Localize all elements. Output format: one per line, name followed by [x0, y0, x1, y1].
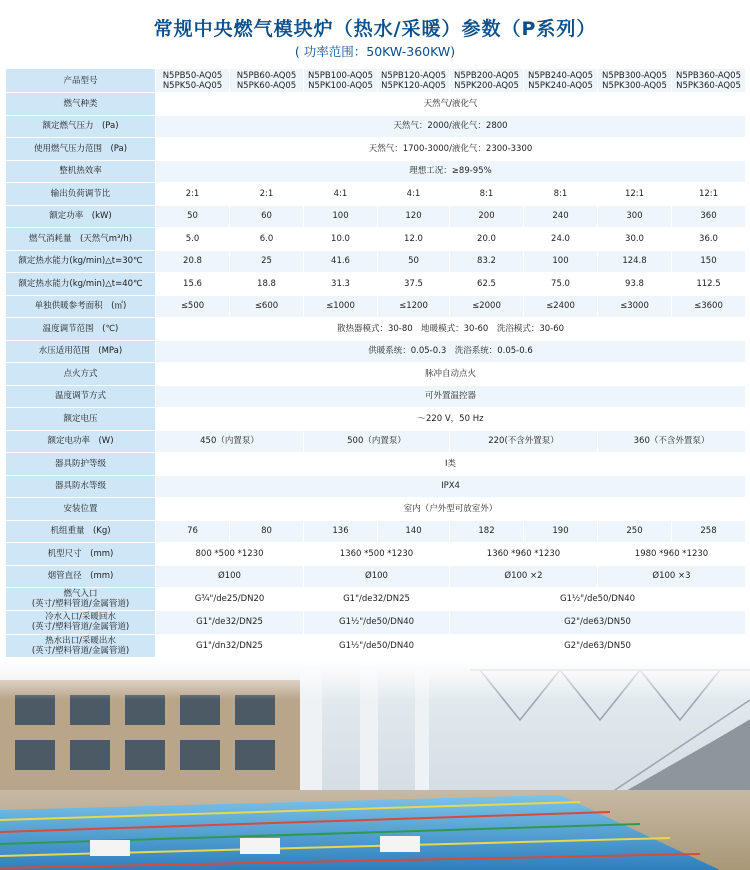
table-row [6, 69, 746, 93]
model-cell [230, 69, 304, 93]
row-label [6, 498, 156, 521]
table-cell: 60 [230, 205, 304, 228]
model-cell [378, 69, 450, 93]
table-cell: 脉冲自动点火 [156, 363, 746, 386]
row-label [6, 318, 156, 341]
table-cell: 83.2 [450, 250, 524, 273]
row-label [6, 543, 156, 566]
row-label-text: 单独供暖参考面积 (㎡) [34, 301, 127, 312]
table-row [6, 318, 746, 341]
table-cell: 25 [230, 250, 304, 273]
table-cell: ≤3000 [598, 295, 672, 318]
model-name: N5PK50-AQ05 [162, 80, 223, 91]
model-cell [156, 69, 230, 93]
table-row [6, 205, 746, 228]
row-label-text: 器具防护等级 [54, 458, 106, 469]
model-name: N5PB200-AQ05 [454, 70, 519, 81]
table-row [6, 160, 746, 183]
table-cell: 200 [450, 205, 524, 228]
table-row [6, 340, 746, 363]
table-row [6, 385, 746, 408]
table-row [6, 565, 746, 588]
pool-photo [0, 660, 750, 870]
table-cell: 150 [672, 250, 746, 273]
table-cell: 散热器模式：30-80 地暖模式：30-60 洗浴模式：30-60 [156, 318, 746, 341]
table-cell: 供暖系统：0.05-0.3 洗浴系统：0.05-0.6 [156, 340, 746, 363]
table-cell: 天然气：2000/液化气：2800 [156, 115, 746, 138]
table-cell: 理想工况：≥89-95% [156, 160, 746, 183]
table-row [6, 475, 746, 498]
row-label [6, 183, 156, 206]
model-cell [304, 69, 378, 93]
row-label [6, 138, 156, 161]
table-cell: 天然气/液化气 [156, 93, 746, 116]
row-label-text: 点火方式 [63, 368, 98, 379]
row-label-text: 烟管直径 (mm) [47, 571, 114, 582]
row-label [6, 588, 156, 611]
table-cell: 500（内置泵） [304, 430, 450, 453]
table-cell: 1360 *500 *1230 [304, 543, 450, 566]
table-cell: ≤600 [230, 295, 304, 318]
table-row [6, 295, 746, 318]
row-label [6, 115, 156, 138]
row-label-text: 额定电功率 (W) [47, 436, 114, 447]
row-label-subtext: (英寸/塑料管道/金属管道) [31, 645, 130, 656]
table-cell: Ø100 ×2 [450, 565, 598, 588]
page-subtitle: ( 功率范围：50KW-360KW) [294, 44, 456, 59]
table-cell: 76 [156, 520, 230, 543]
table-cell: 75.0 [524, 273, 598, 296]
table-cell: 50 [378, 250, 450, 273]
table-cell: ≤2400 [524, 295, 598, 318]
row-label: 产品型号 [6, 69, 156, 93]
page-header [0, 0, 750, 62]
table-cell: 室内（户外型可放室外） [156, 498, 746, 521]
row-label-text: 安装位置 [63, 503, 98, 514]
row-label [6, 565, 156, 588]
row-label [6, 385, 156, 408]
table-cell: 124.8 [598, 250, 672, 273]
table-row [6, 250, 746, 273]
row-label-text: 输出负荷调节比 [50, 188, 111, 199]
table-cell: G¾"/de25/DN20 [156, 588, 304, 611]
table-cell: IPX4 [156, 475, 746, 498]
row-label [6, 295, 156, 318]
row-label [6, 475, 156, 498]
table-cell: G2"/de63/DN50 [450, 634, 746, 657]
table-cell: 220(不含外置泵） [450, 430, 598, 453]
table-cell: 1980 *960 *1230 [598, 543, 746, 566]
row-label [6, 273, 156, 296]
table-cell: 140 [378, 520, 450, 543]
row-label [6, 634, 156, 657]
table-cell: ～220 V，50 Hz [156, 408, 746, 431]
table-cell: ≤1200 [378, 295, 450, 318]
row-label [6, 160, 156, 183]
row-label [6, 205, 156, 228]
table-cell: ≤2000 [450, 295, 524, 318]
row-label-text: 燃气入口 [63, 589, 98, 600]
table-row [6, 498, 746, 521]
table-cell: Ø100 [156, 565, 304, 588]
row-label [6, 363, 156, 386]
row-label-text: 温度调节方式 [54, 391, 106, 402]
table-row [6, 183, 746, 206]
table-cell: 360（不含外置泵） [598, 430, 746, 453]
row-label [6, 453, 156, 476]
table-cell: G1½"/de50/DN40 [304, 634, 450, 657]
row-label-text: 水压适用范围 (MPa) [38, 346, 123, 357]
row-label [6, 228, 156, 251]
row-label-text: 额定电压 [63, 413, 98, 424]
table-row [6, 520, 746, 543]
table-row [6, 611, 746, 634]
table-row [6, 115, 746, 138]
row-label-text: 额定热水能力(kg/min)△t=40℃ [18, 278, 143, 289]
row-label [6, 611, 156, 634]
table-cell: 450（内置泵） [156, 430, 304, 453]
table-row [6, 430, 746, 453]
model-cell [524, 69, 598, 93]
row-label-text: 整机热效率 [59, 166, 102, 177]
table-cell: 360 [672, 205, 746, 228]
table-cell: 300 [598, 205, 672, 228]
table-cell: Ø100 ×3 [598, 565, 746, 588]
row-label-text: 机组重量 (Kg) [50, 526, 111, 537]
table-cell: 6.0 [230, 228, 304, 251]
table-cell: 20.0 [450, 228, 524, 251]
row-label-text: 额定燃气压力 (Pa) [42, 121, 119, 132]
table-cell: 18.8 [230, 273, 304, 296]
model-cell [598, 69, 672, 93]
table-cell: 62.5 [450, 273, 524, 296]
model-name: N5PK360-AQ05 [676, 80, 741, 91]
table-cell: 10.0 [304, 228, 378, 251]
table-cell: 12.0 [378, 228, 450, 251]
table-cell: 100 [304, 205, 378, 228]
row-label-text: 额定功率 (kW) [49, 211, 112, 222]
table-cell: 15.6 [156, 273, 230, 296]
model-name: N5PB240-AQ05 [528, 70, 593, 81]
row-label-text: 机型尺寸 (mm) [47, 548, 114, 559]
table-cell: 24.0 [524, 228, 598, 251]
row-label [6, 430, 156, 453]
table-cell: Ø100 [304, 565, 450, 588]
table-cell: 30.0 [598, 228, 672, 251]
table-row [6, 543, 746, 566]
table-row [6, 138, 746, 161]
row-label [6, 93, 156, 116]
table-cell: 31.3 [304, 273, 378, 296]
table-row [6, 588, 746, 611]
table-cell: 41.6 [304, 250, 378, 273]
table-cell: ≤3600 [672, 295, 746, 318]
table-cell: 4:1 [304, 183, 378, 206]
table-cell: 240 [524, 205, 598, 228]
model-name: N5PB100-AQ05 [308, 70, 373, 81]
table-row [6, 93, 746, 116]
table-cell: G1½"/de50/DN40 [450, 588, 746, 611]
model-cell [672, 69, 746, 93]
model-name: N5PB360-AQ05 [676, 70, 741, 81]
model-name: N5PB50-AQ05 [162, 70, 223, 81]
row-label [6, 408, 156, 431]
table-row [6, 634, 746, 657]
model-name: N5PB60-AQ05 [236, 70, 297, 81]
table-cell: 5.0 [156, 228, 230, 251]
table-cell: G1"/de32/DN25 [304, 588, 450, 611]
table-cell: 93.8 [598, 273, 672, 296]
table-row [6, 228, 746, 251]
row-label-text: 使用燃气压力范围 (Pa) [33, 143, 128, 154]
table-cell: ≤500 [156, 295, 230, 318]
model-cell [450, 69, 524, 93]
spec-table [5, 68, 746, 658]
model-name: N5PK120-AQ05 [381, 80, 446, 91]
table-cell: 190 [524, 520, 598, 543]
table-cell: 80 [230, 520, 304, 543]
table-cell: ≤1000 [304, 295, 378, 318]
row-label-subtext: (英寸/塑料管道/金属管道) [31, 599, 130, 610]
table-row [6, 453, 746, 476]
row-label-text: 热水出口/采暖出水 [45, 635, 116, 646]
model-name: N5PK200-AQ05 [454, 80, 519, 91]
row-label [6, 520, 156, 543]
table-cell: 12:1 [672, 183, 746, 206]
model-name: N5PK240-AQ05 [528, 80, 593, 91]
model-name: N5PB120-AQ05 [381, 70, 446, 81]
row-label-subtext: (英寸/塑料管道/金属管道) [31, 622, 130, 633]
table-cell: 1360 *960 *1230 [450, 543, 598, 566]
table-cell: I类 [156, 453, 746, 476]
table-cell: 12:1 [598, 183, 672, 206]
row-label-text: 额定热水能力(kg/min)△t=30℃ [18, 256, 143, 267]
row-label-text: 器具防水等级 [54, 481, 106, 492]
table-cell: 800 *500 *1230 [156, 543, 304, 566]
table-cell: 可外置温控器 [156, 385, 746, 408]
table-cell: 250 [598, 520, 672, 543]
model-name: N5PK100-AQ05 [308, 80, 373, 91]
table-cell: 2:1 [230, 183, 304, 206]
table-cell: 20.8 [156, 250, 230, 273]
page-title: 常规中央燃气模块炉（热水/采暖）参数（P系列） [153, 18, 597, 40]
row-label-text: 冷水入口/采暖回水 [45, 612, 116, 623]
table-cell: 182 [450, 520, 524, 543]
row-label-text: 燃气种类 [63, 98, 98, 109]
row-label-text: 温度调节范围 (℃) [42, 323, 119, 334]
spec-table-body [6, 69, 746, 658]
table-cell: 2:1 [156, 183, 230, 206]
table-row [6, 363, 746, 386]
table-cell: 36.0 [672, 228, 746, 251]
table-cell: G1"/de32/DN25 [156, 611, 304, 634]
table-cell: G1"/dn32/DN25 [156, 634, 304, 657]
table-cell: 4:1 [378, 183, 450, 206]
table-row [6, 273, 746, 296]
table-row [6, 408, 746, 431]
row-label [6, 340, 156, 363]
table-cell: 8:1 [450, 183, 524, 206]
table-cell: 136 [304, 520, 378, 543]
indoor-swimming-pool-icon [0, 660, 750, 870]
row-label-text: 燃气消耗量 (天然气m³/h) [28, 233, 133, 244]
table-cell: 112.5 [672, 273, 746, 296]
table-cell: 50 [156, 205, 230, 228]
table-cell: 天然气：1700-3000/液化气：2300-3300 [156, 138, 746, 161]
row-label [6, 250, 156, 273]
table-cell: 258 [672, 520, 746, 543]
table-cell: 8:1 [524, 183, 598, 206]
table-cell: 37.5 [378, 273, 450, 296]
model-name: N5PB300-AQ05 [602, 70, 667, 81]
table-cell: G1½"/de50/DN40 [304, 611, 450, 634]
model-name: N5PK60-AQ05 [236, 80, 297, 91]
table-cell: 100 [524, 250, 598, 273]
table-cell: 120 [378, 205, 450, 228]
table-cell: G2"/de63/DN50 [450, 611, 746, 634]
model-name: N5PK300-AQ05 [602, 80, 667, 91]
